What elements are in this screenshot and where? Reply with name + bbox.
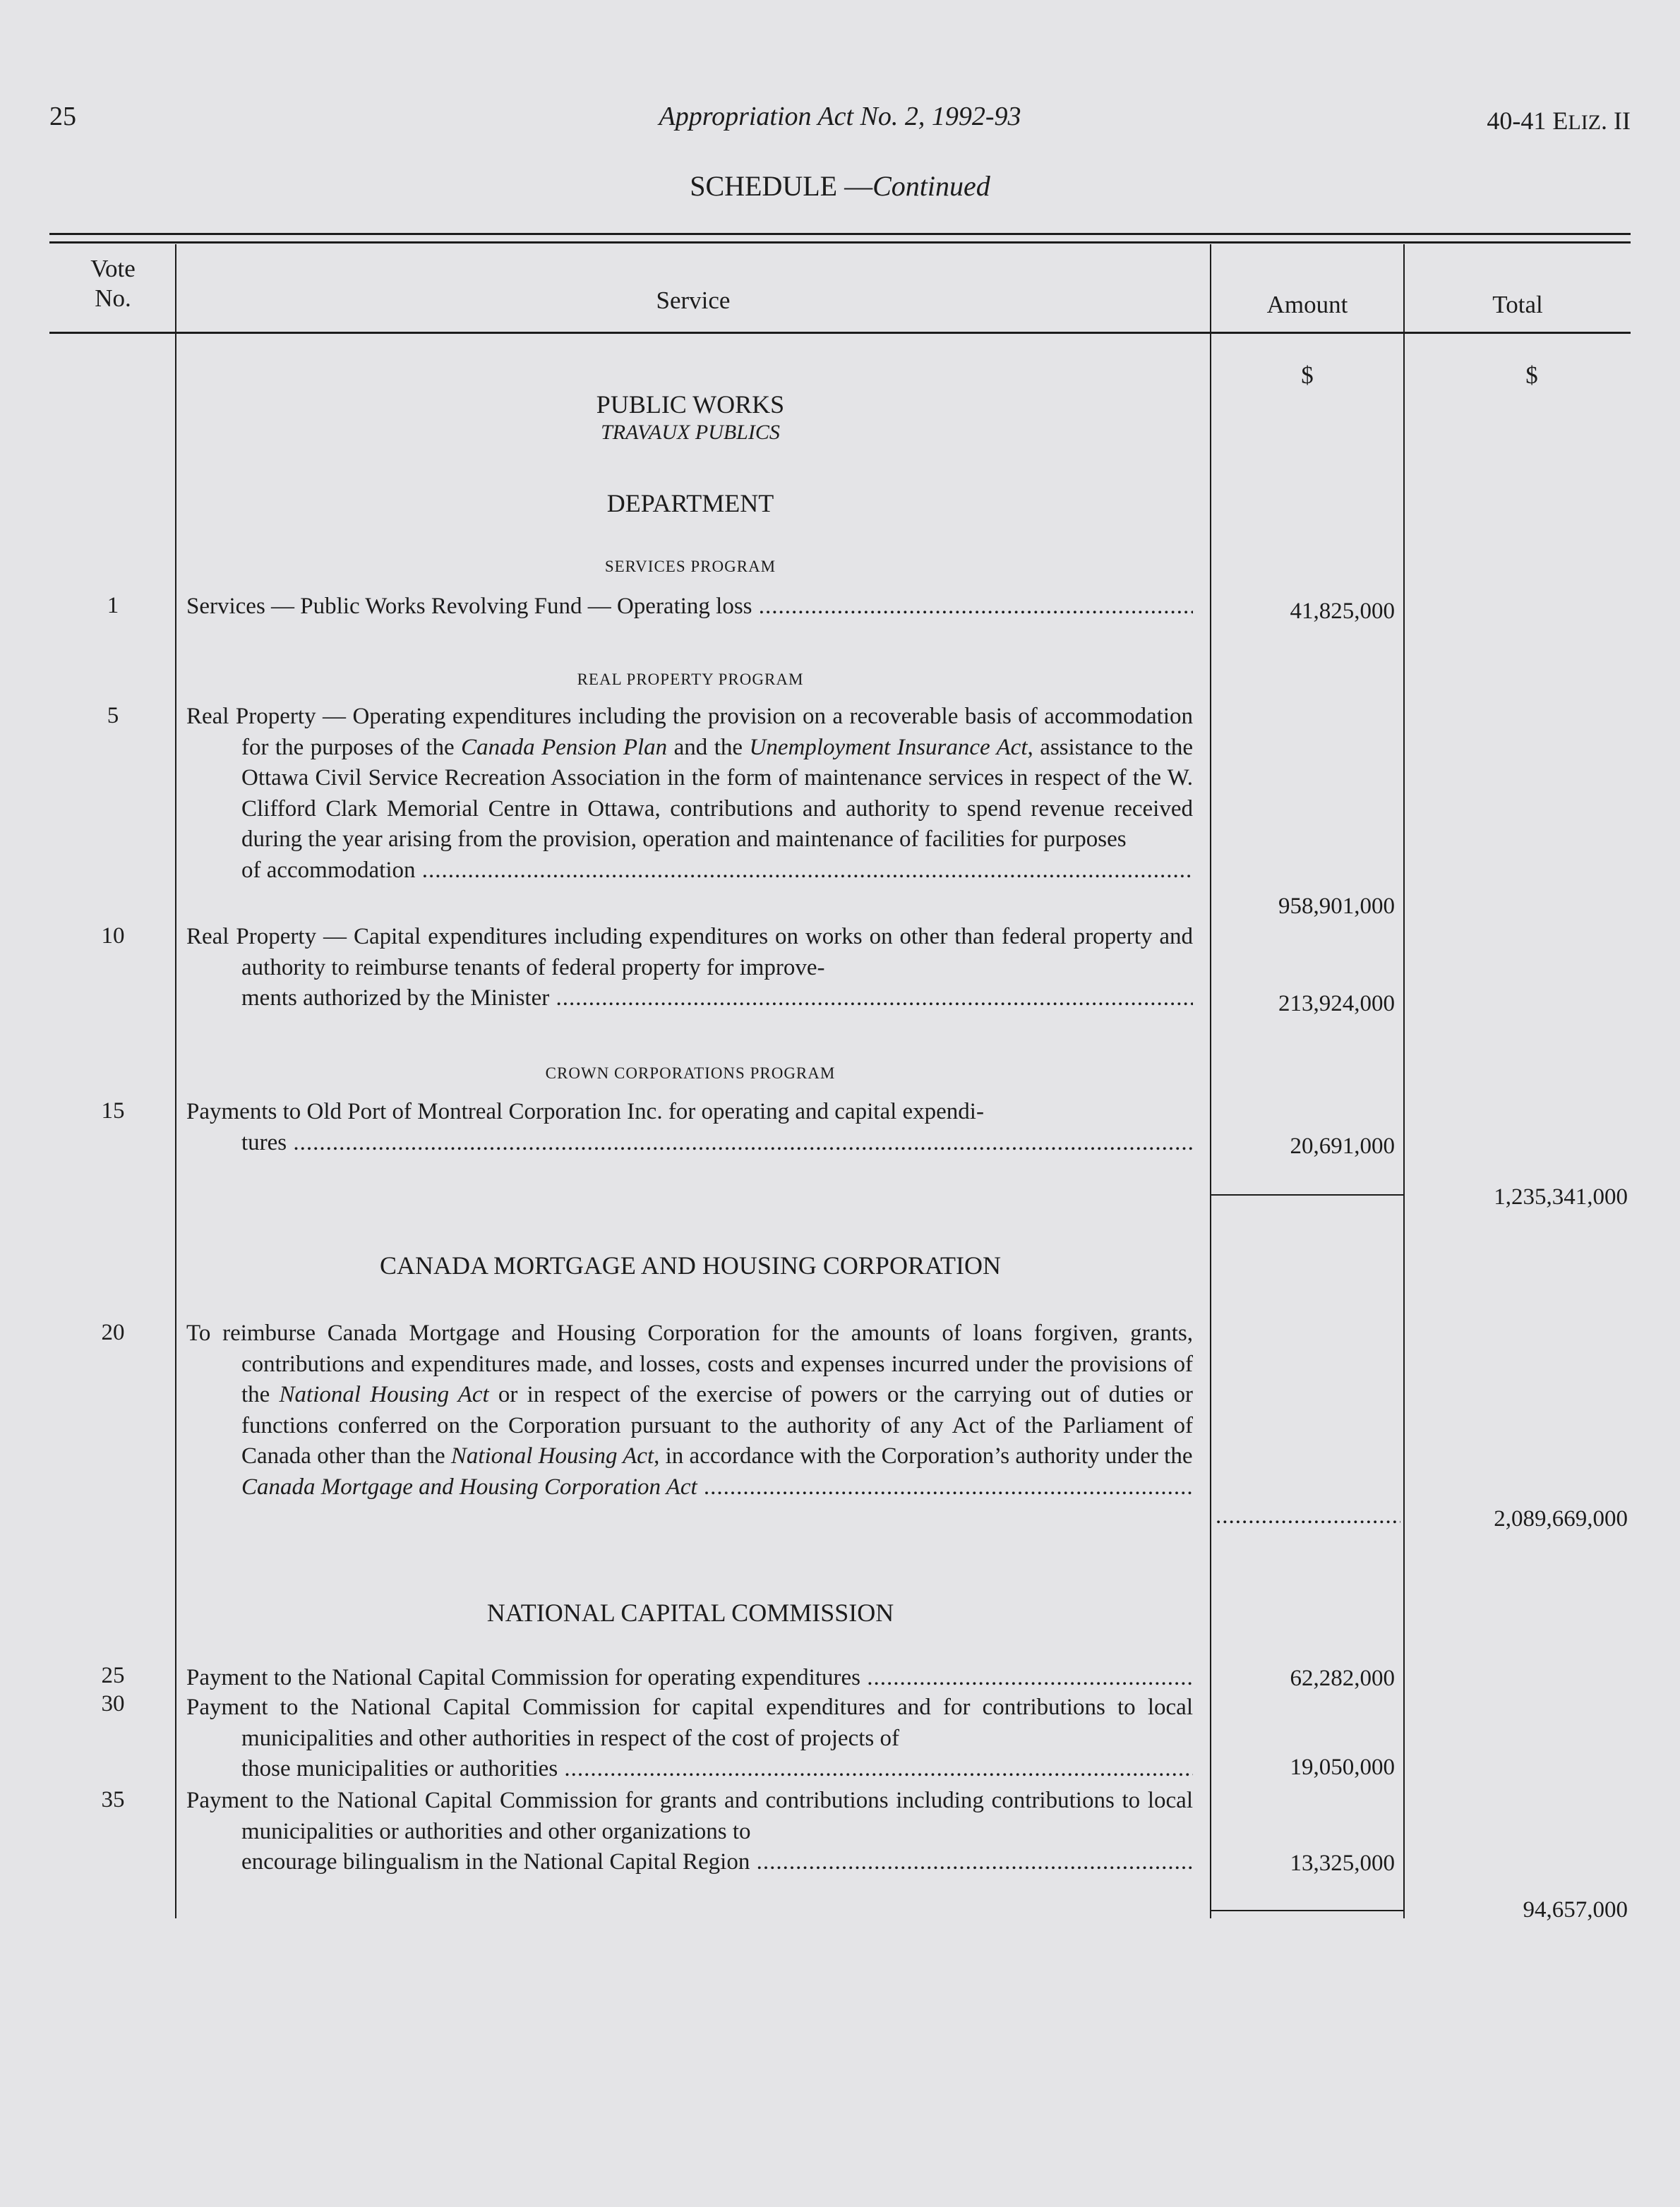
vote-35-amount: 13,325,000 xyxy=(1290,1851,1395,1876)
column-header-service: Service xyxy=(656,287,731,314)
vote-number: 20 xyxy=(101,1320,125,1345)
total-unit: $ xyxy=(1525,361,1538,389)
column-header-total: Total xyxy=(1492,291,1543,318)
running-title: Appropriation Act No. 2, 1992-93 xyxy=(659,102,1021,131)
vote-30-amount: 19,050,000 xyxy=(1290,1755,1395,1780)
cmhc-total: 2,089,669,000 xyxy=(1494,1506,1628,1532)
regnal-year: 40-41 ELIZ. II xyxy=(1487,107,1631,135)
subtotal-rule-public-works xyxy=(1210,1194,1405,1196)
vote-number: 1 xyxy=(107,593,119,618)
amount-unit: $ xyxy=(1301,361,1314,389)
vote-10-description: Real Property — Capital expenditures including expenditures on works on other than federal property and authority to reimburse tenants of federal property for improve- ments authorized by the Minister ..... xyxy=(186,922,1193,1014)
vote-number: 25 xyxy=(101,1663,125,1688)
section-subtitle-travaux-publics: TRAVAUX PUBLICS xyxy=(601,421,780,444)
subtotal-rule-ncc xyxy=(1210,1910,1405,1911)
vote-5-amount: 958,901,000 xyxy=(1278,894,1395,919)
section-title-public-works: PUBLIC WORKS xyxy=(596,390,785,419)
program-heading-services: SERVICES PROGRAM xyxy=(604,558,776,575)
vote-25-description: Payment to the National Capital Commission for operating expenditures ..... xyxy=(186,1663,1193,1694)
section-title-cmhc: CANADA MORTGAGE AND HOUSING CORPORATION xyxy=(380,1251,1001,1280)
vote-10-amount: 213,924,000 xyxy=(1278,991,1395,1016)
department-heading: DEPARTMENT xyxy=(606,489,774,517)
ncc-total: 94,657,000 xyxy=(1523,1897,1628,1923)
section-title-ncc: NATIONAL CAPITAL COMMISSION xyxy=(486,1599,894,1627)
schedule-heading: SCHEDULE —Continued xyxy=(690,170,990,202)
vote-20-description: To reimburse Canada Mortgage and Housing Corporation for the amounts of loans forgiven, grants, contributions and expenditures made, and losses, costs and expenses incurred under the provisions of the National Housing Act or in respect of the exercise of powers or the carrying out of duties or functions conferred on the Corporation pursuant to the authority of any Act of the Parliament of Canada other than the National Housing Act, in accordance with the Corporation’s authority under the Canada Mortgage and Housing Corporation Act ..... xyxy=(186,1318,1193,1503)
vote-1-amount: 41,825,000 xyxy=(1290,599,1395,624)
vote-1-description: Services — Public Works Revolving Fund — Operating loss ..... xyxy=(186,591,1193,623)
program-heading-crown-corporations: CROWN CORPORATIONS PROGRAM xyxy=(545,1064,836,1082)
program-heading-real-property: REAL PROPERTY PROGRAM xyxy=(577,670,804,688)
vote-30-description: Payment to the National Capital Commission for capital expenditures and for contributions to local municipalities and other authorities in respect of the cost of projects of those municipalities or authorities ..... xyxy=(186,1692,1193,1785)
vote-number: 30 xyxy=(101,1691,125,1716)
page-number: 25 xyxy=(49,102,76,131)
top-double-rule-1 xyxy=(49,233,1631,235)
col-divider-total xyxy=(1403,244,1405,1918)
public-works-total: 1,235,341,000 xyxy=(1494,1184,1628,1210)
header-bottom-rule xyxy=(49,332,1631,334)
vote-35-description: Payment to the National Capital Commission for grants and contributions including contributions to local municipalities or authorities and other organizations to encourage bilingualism in the National Capital Region ..... xyxy=(186,1786,1193,1878)
vote-5-description: Real Property — Operating expenditures including the provision on a recoverable basis of accommodation for the purposes of the Canada Pension Plan and the Unemployment Insurance Act, assistance to the Ottawa Civil Service Recreation Association in the form of maintenance services in respect of the W. Clifford Clark Memorial Centre in Ottawa, contributions and authority to spend revenue received during the year arising from the provision, operation and maintenance of facilities for purposes of accommodation ..... xyxy=(186,702,1193,886)
column-header-amount: Amount xyxy=(1266,291,1348,318)
vote-20-amount-leader xyxy=(1216,1503,1400,1529)
vote-number: 35 xyxy=(101,1787,125,1812)
vote-15-description: Payments to Old Port of Montreal Corporation Inc. for operating and capital expendi- tures ..... xyxy=(186,1097,1193,1158)
vote-number: 10 xyxy=(101,923,125,949)
vote-25-amount: 62,282,000 xyxy=(1290,1666,1395,1691)
top-double-rule-2 xyxy=(49,241,1631,243)
vote-15-amount: 20,691,000 xyxy=(1290,1133,1395,1159)
column-header-vote: Vote No. xyxy=(90,255,136,312)
vote-number: 5 xyxy=(107,703,119,728)
vote-number: 15 xyxy=(101,1098,125,1124)
